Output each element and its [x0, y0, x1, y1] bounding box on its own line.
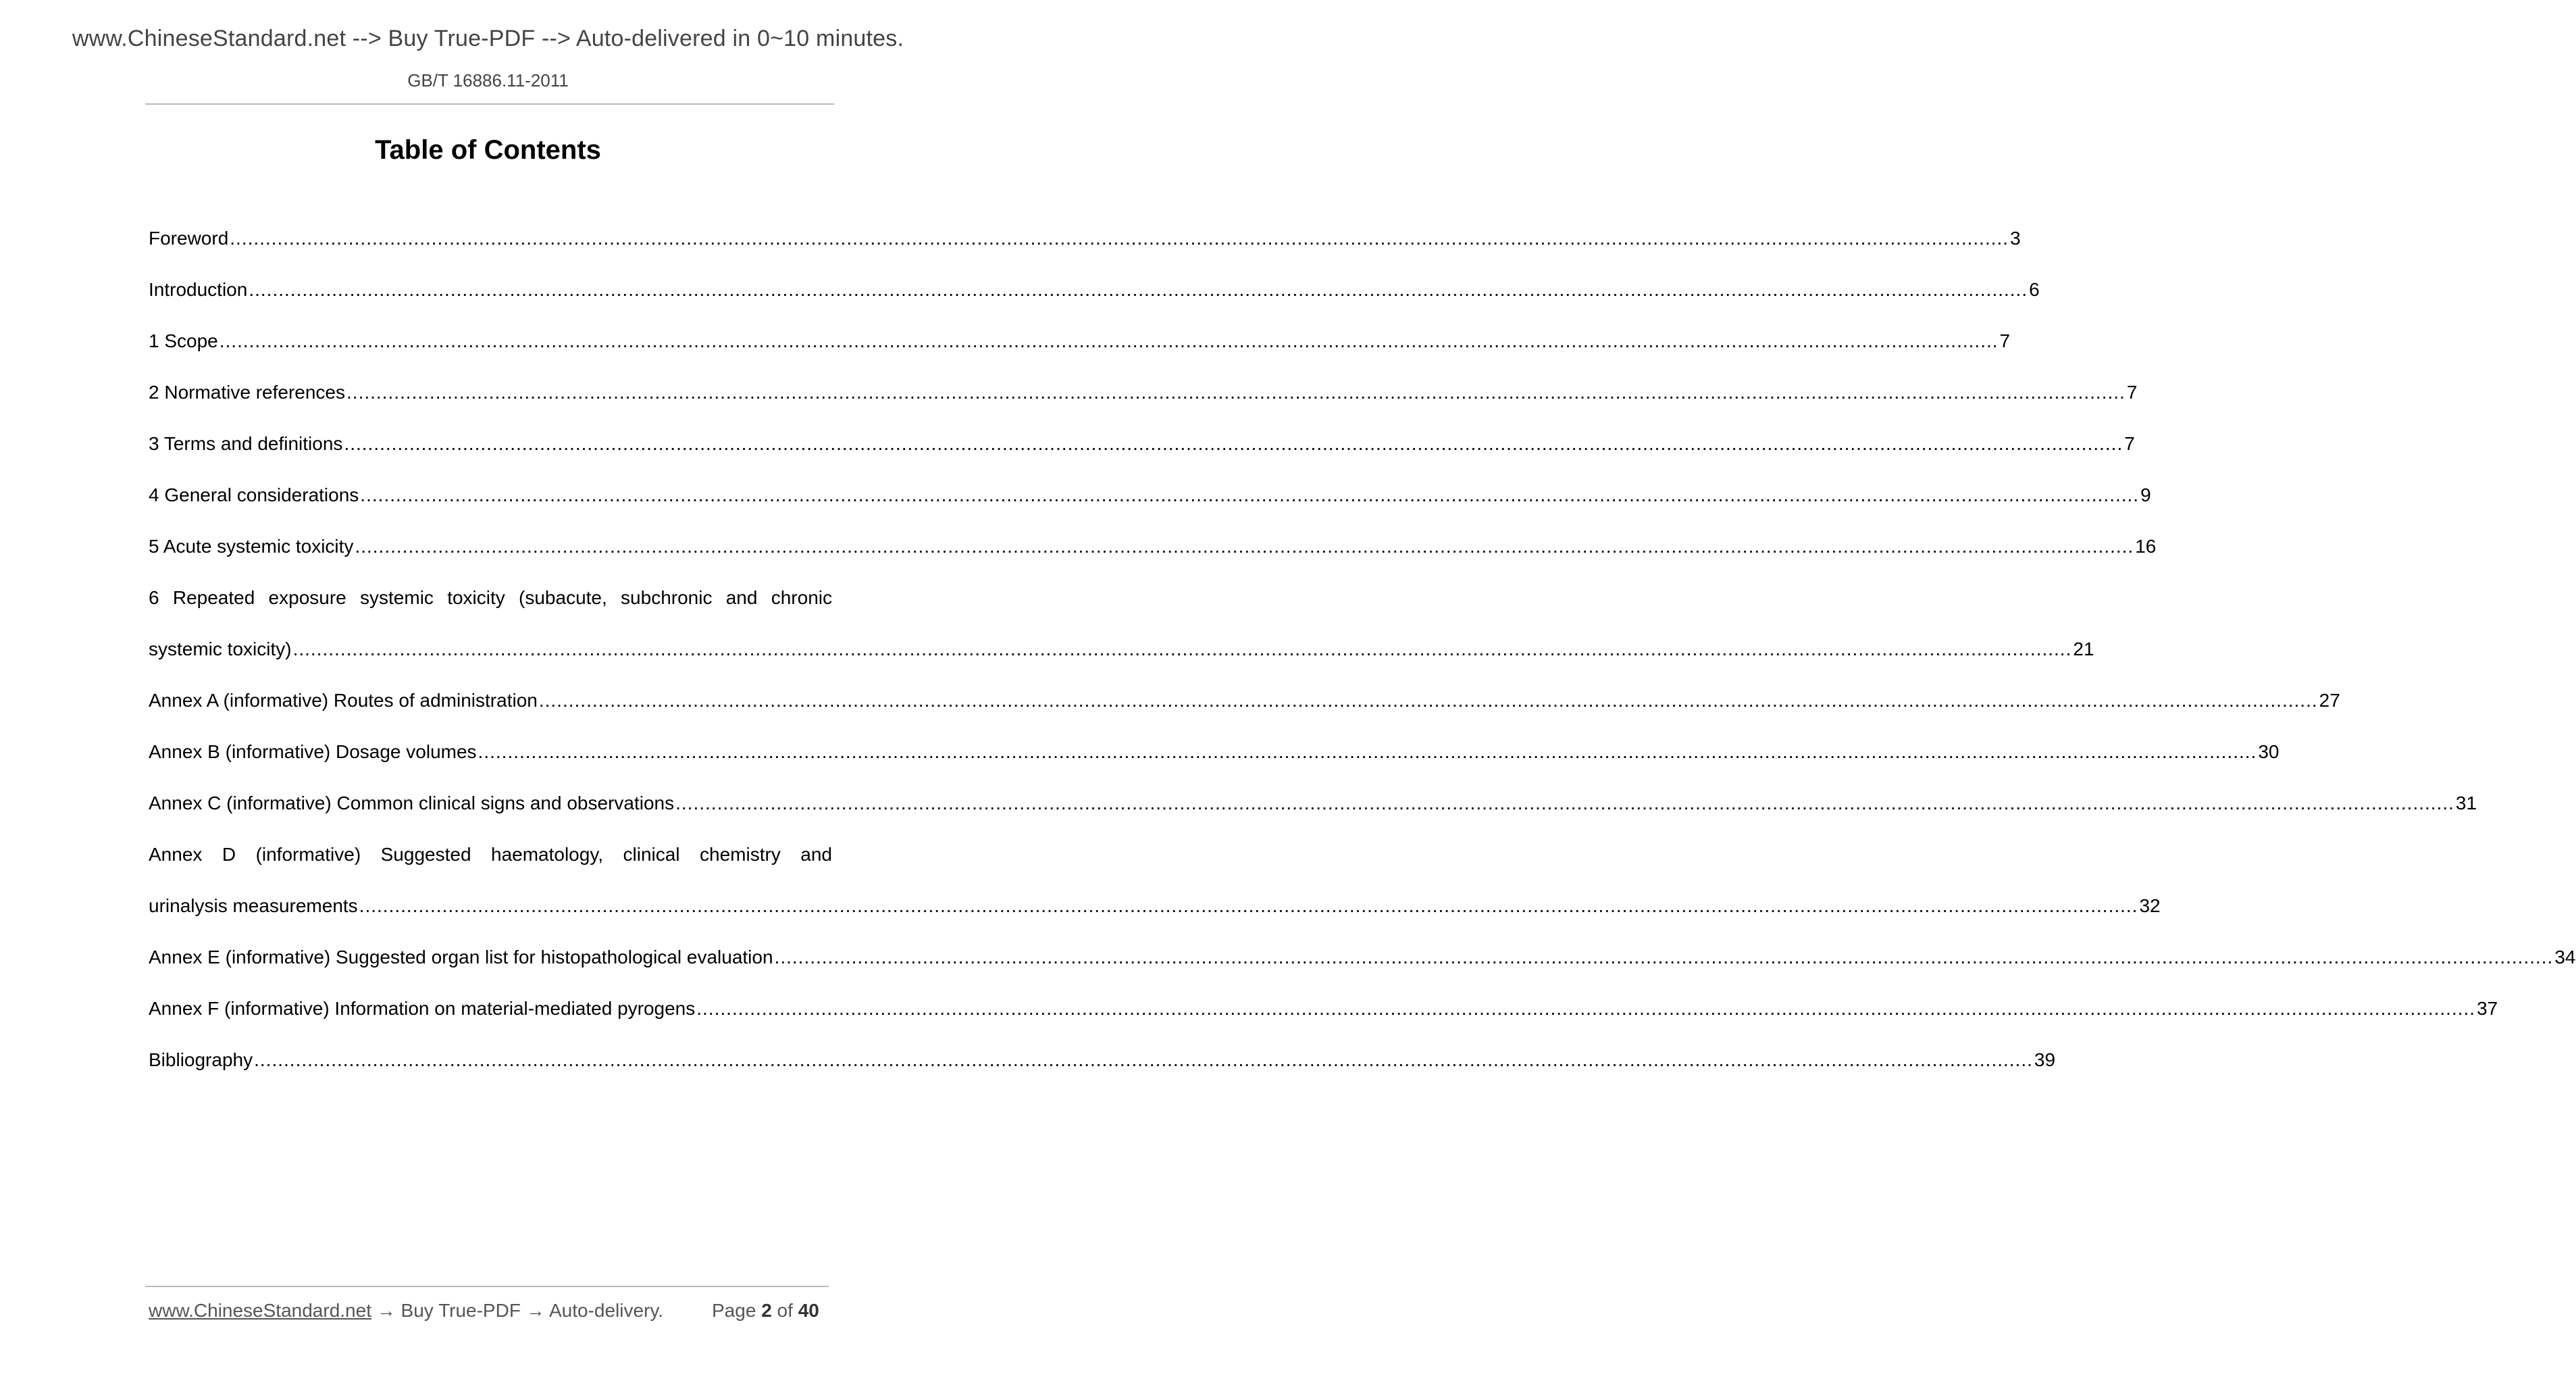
- dot-leader: ............................................................................................................................................................................................................................................................................................................: [359, 895, 2138, 916]
- toc-entry-title: 1 Scope: [149, 330, 218, 351]
- toc-entry-page: 7: [1999, 330, 2011, 351]
- toc-entry-title-line1: Annex D (informative) Suggested haematology, clinical chemistry and: [149, 844, 832, 865]
- toc-entry-page: 37: [2477, 998, 2498, 1019]
- toc-entry-annex-b[interactable]: [149, 726, 2279, 778]
- toc-entry-page: 9: [2140, 484, 2151, 505]
- toc-entry-acute-systemic-toxicity[interactable]: [149, 521, 2157, 572]
- toc-entry-title: Annex A (informative) Routes of administration: [149, 690, 538, 711]
- dot-leader: ............................................................................................................................................................................................................................................................................................................: [774, 947, 2554, 968]
- toc-entry-scope[interactable]: [149, 316, 2011, 367]
- document-code: GB/T 16886.11-2011: [407, 70, 569, 91]
- dot-leader: ............................................................................................................................................................................................................................................................................................................: [344, 433, 2123, 454]
- toc-entry-title-line2: systemic toxicity): [149, 638, 292, 659]
- toc-entry-page: 21: [2073, 638, 2094, 659]
- toc-entry-page: 27: [2319, 690, 2340, 711]
- footer-website-link[interactable]: www.ChineseStandard.net: [149, 1300, 371, 1321]
- toc-entry-repeated-exposure[interactable]: [149, 572, 2094, 675]
- page-label: Page: [712, 1300, 756, 1321]
- toc-entry-page: 32: [2139, 895, 2161, 916]
- dot-leader: ............................................................................................................................................................................................................................................................................................................: [696, 998, 2476, 1019]
- total-pages-number: 40: [798, 1300, 819, 1321]
- toc-title: Table of Contents: [375, 135, 601, 165]
- right-arrow-icon: →: [376, 1300, 396, 1321]
- toc-entry-title: 2 Normative references: [149, 382, 346, 403]
- toc-entry-title: 5 Acute systemic toxicity: [149, 536, 354, 557]
- toc-entry-title: Bibliography: [149, 1049, 253, 1070]
- dot-leader: ............................................................................................................................................................................................................................................................................................................: [230, 228, 2009, 249]
- toc-entry-title: Foreword: [149, 228, 229, 249]
- toc-entry-bibliography[interactable]: [149, 1034, 2056, 1086]
- toc-entry-annex-e[interactable]: [149, 932, 2576, 983]
- toc-entry-title: Annex F (informative) Information on material-mediated pyrogens: [149, 998, 696, 1019]
- toc-entry-general-considerations[interactable]: [149, 470, 2151, 521]
- table-of-contents: [149, 213, 2576, 1086]
- dot-leader: ............................................................................................................................................................................................................................................................................................................: [292, 638, 2072, 659]
- toc-entry-page: 30: [2258, 741, 2279, 762]
- top-banner: www.ChineseStandard.net --> Buy True-PDF --> Auto-delivered in 0~10 minutes.: [72, 26, 904, 51]
- footer-promo: [149, 1300, 663, 1322]
- toc-entry-page: 6: [2029, 279, 2040, 300]
- toc-entry-page: 39: [2034, 1049, 2056, 1070]
- toc-entry-title-line2: urinalysis measurements: [149, 895, 358, 916]
- dot-leader: ............................................................................................................................................................................................................................................................................................................: [538, 690, 2318, 711]
- toc-entry-page: 16: [2135, 536, 2157, 557]
- toc-entry-page: 7: [2126, 382, 2138, 403]
- footer-delivery-text: Auto-delivery.: [548, 1300, 664, 1321]
- toc-entry-annex-c[interactable]: [149, 778, 2477, 829]
- toc-entry-title: Introduction: [149, 279, 248, 300]
- dot-leader: ............................................................................................................................................................................................................................................................................................................: [478, 741, 2257, 762]
- dot-leader: ............................................................................................................................................................................................................................................................................................................: [219, 330, 1999, 351]
- toc-entry-page: 31: [2455, 793, 2477, 813]
- footer-divider: [145, 1286, 829, 1287]
- toc-entry-title: 4 General considerations: [149, 484, 359, 505]
- page-of-label: of: [777, 1300, 793, 1321]
- toc-entry-introduction[interactable]: [149, 264, 2040, 316]
- page-indicator: [712, 1300, 819, 1322]
- dot-leader: ............................................................................................................................................................................................................................................................................................................: [346, 382, 2126, 403]
- dot-leader: ............................................................................................................................................................................................................................................................................................................: [360, 484, 2140, 505]
- toc-entry-title: Annex E (informative) Suggested organ list for histopathological evaluation: [149, 947, 773, 968]
- right-arrow-icon: →: [525, 1300, 545, 1321]
- toc-entry-title: Annex B (informative) Dosage volumes: [149, 741, 477, 762]
- toc-entry-title: 3 Terms and definitions: [149, 433, 343, 454]
- current-page-number: 2: [761, 1300, 772, 1321]
- toc-entry-annex-f[interactable]: [149, 983, 2498, 1034]
- footer-buy-text: Buy True-PDF: [401, 1300, 521, 1321]
- toc-entry-title-line1: 6 Repeated exposure systemic toxicity (subacute, subchronic and chronic: [149, 587, 832, 608]
- toc-entry-normative-references[interactable]: [149, 367, 2138, 418]
- dot-leader: ............................................................................................................................................................................................................................................................................................................: [675, 793, 2454, 813]
- toc-entry-annex-a[interactable]: [149, 675, 2340, 726]
- dot-leader: ............................................................................................................................................................................................................................................................................................................: [249, 279, 2028, 300]
- toc-entry-terms-and-definitions[interactable]: [149, 418, 2135, 470]
- toc-entry-foreword[interactable]: [149, 213, 2021, 264]
- dot-leader: ............................................................................................................................................................................................................................................................................................................: [355, 536, 2134, 557]
- dot-leader: ............................................................................................................................................................................................................................................................................................................: [254, 1049, 2033, 1070]
- toc-entry-page: 7: [2124, 433, 2135, 454]
- toc-entry-page: 3: [2010, 228, 2021, 249]
- header-divider: [145, 103, 834, 105]
- toc-entry-annex-d[interactable]: [149, 829, 2161, 932]
- toc-entry-title: Annex C (informative) Common clinical signs and observations: [149, 793, 675, 813]
- toc-entry-page: 34: [2554, 947, 2576, 968]
